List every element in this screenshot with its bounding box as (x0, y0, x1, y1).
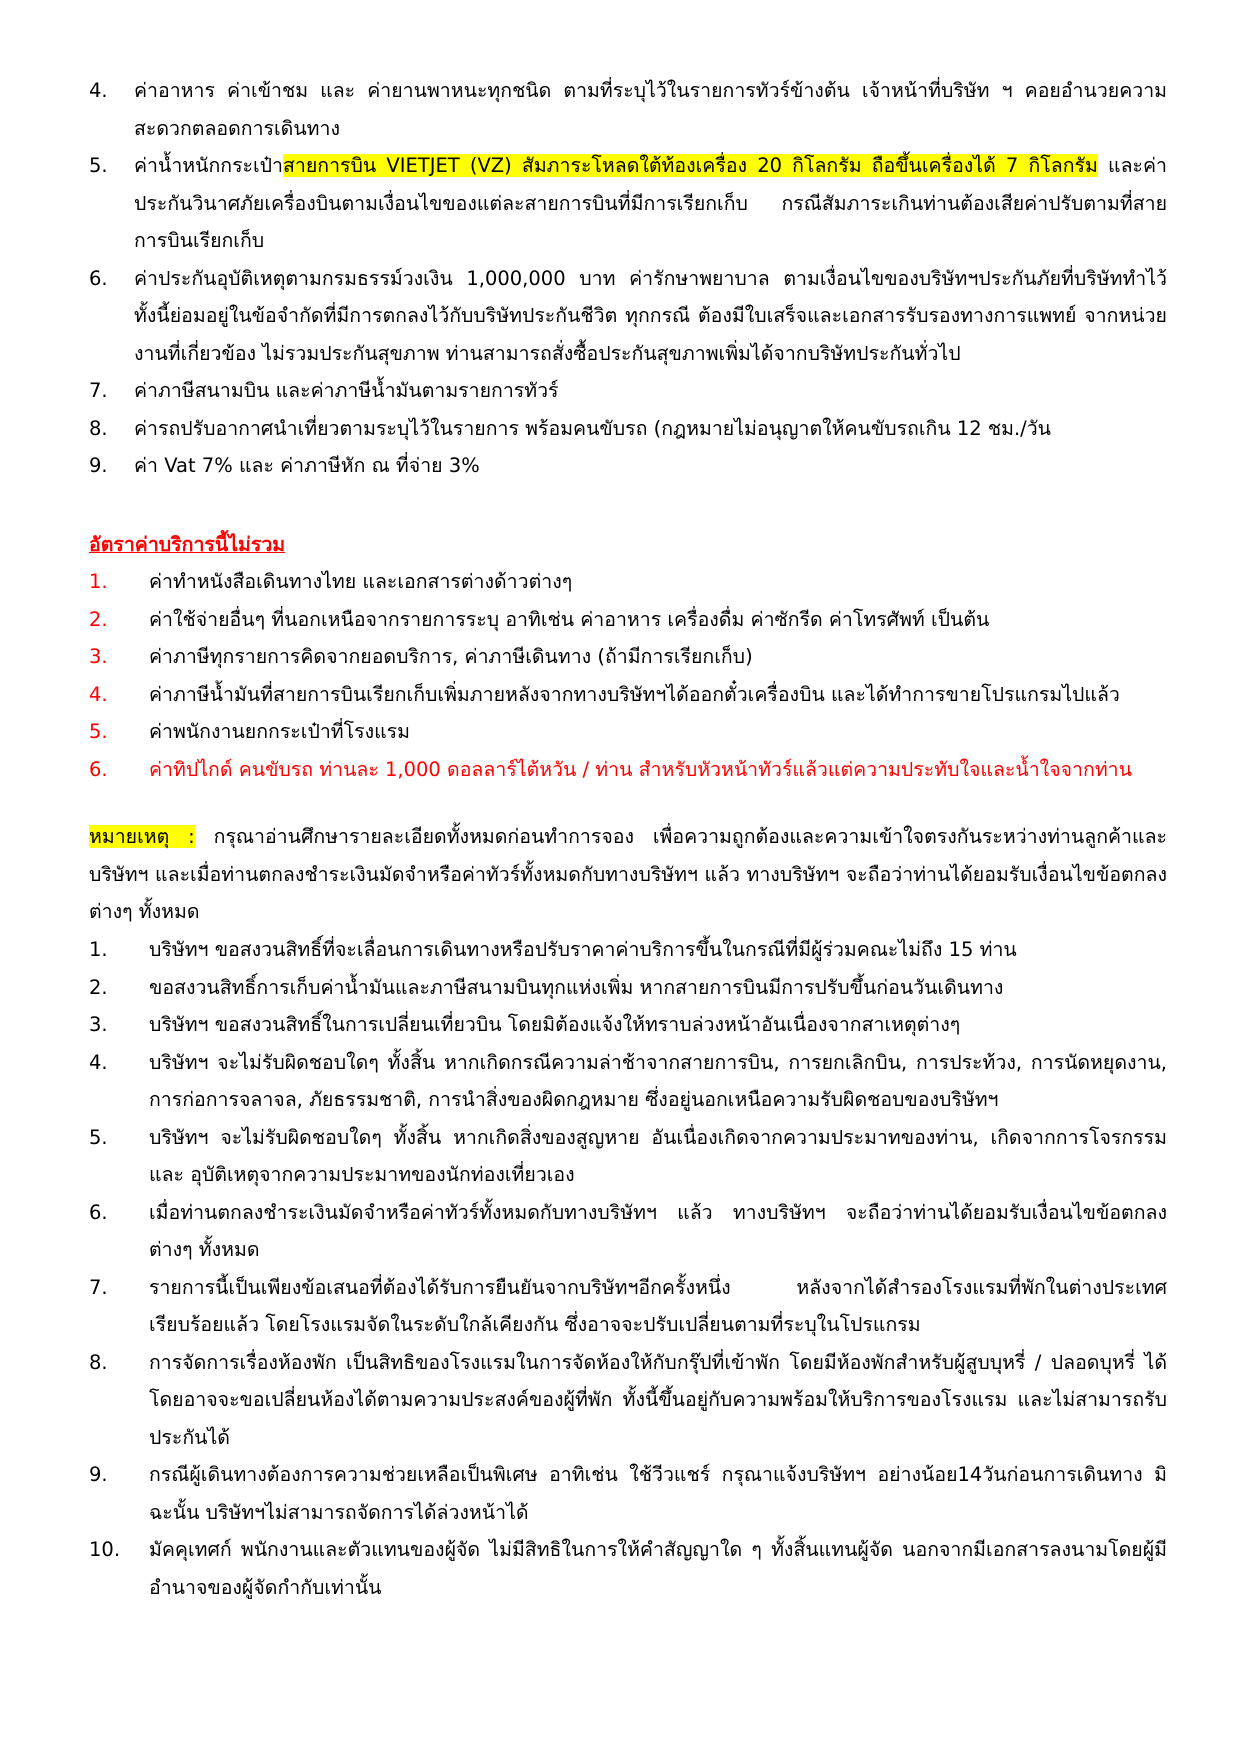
item-number: 3. (89, 645, 108, 668)
item-number: 2. (89, 607, 108, 631)
item-text: กรณีผู้เดินทางต้องการความช่วยเหลือเป็นพิเศษ อาทิเช่น ใช้วีวแชร์ กรุณาแจ้งบริษัทฯ อย่างน้อย14วันก่อนการเดินทาง มิฉะนั้น บริษัทฯไม่สามารถจัดการได้ล่วงหน้าได้ (149, 1463, 1167, 1524)
item-text: ค่าใช้จ่ายอื่นๆ ที่นอกเหนือจากรายการระบุ อาทิเช่น ค่าอาหาร เครื่องดื่ม ค่าซักรีด ค่าโทรศัพท์ เป็นต้น (149, 607, 990, 631)
list-item (89, 931, 1167, 969)
item-number: 9. (89, 1463, 108, 1486)
list-item (89, 563, 1167, 601)
list-item (89, 1269, 1167, 1344)
list-item (89, 1456, 1167, 1531)
item-text: มัคคุเทศก์ พนักงานและตัวแทนของผู้จัด ไม่มีสิทธิในการให้คำสัญญาใด ๆ ทั้งสิ้นแทนผู้จัด นอกจากมีเอกสารลงนามโดยผู้มีอำนาจของผู้จัดกำกับเท่านั้น (149, 1538, 1167, 1599)
item-text-tail: และค่าประกันวินาศภัยเครื่องบินตามเงื่อนไขของแต่ละสายการบินที่มีการเรียกเก็บ กรณีสัมภาระเกินท่านต้องเสียค่าปรับตามที่สายการบินเรียกเก็บ (134, 154, 1168, 252)
item-text: ค่าภาษีทุกรายการคิดจากยอดบริการ, ค่าภาษีเดินทาง (ถ้ามีการเรียกเก็บ) (149, 645, 753, 668)
list-item (89, 751, 1167, 789)
item-text: รายการนี้เป็นเพียงข้อเสนอที่ต้องได้รับการยืนยันจากบริษัทฯอีกครั้งหนึ่ง หลังจากได้สำรองโรงแรมที่พักในต่างประเทศเรียบร้อยแล้ว โดยโรงแรมจัดในระดับใกล้เคียงกัน ซึ่งอาจจะปรับเปลี่ยนตามที่ระบุในโปรแกรม (149, 1275, 1167, 1336)
item-number: 2. (89, 975, 108, 999)
item-number: 10. (89, 1538, 121, 1561)
item-number: 8. (89, 1350, 108, 1374)
list-item (89, 1119, 1167, 1194)
tip-note-text: ค่าทิปไกด์ คนขับรถ ท่านละ 1,000 ดอลลาร์ไต้หวัน / ท่าน สำหรับหัวหน้าทัวร์แล้วแต่ความประทับใจและน้ำใจจากท่าน (149, 757, 1132, 781)
item-number: 7. (89, 379, 108, 402)
item-text: ค่ารถปรับอากาศนำเที่ยวตามระบุไว้ในรายการ พร้อมคนขับรถ (กฎหมายไม่อนุญาตให้คนขับรถเกิน 12 ชม./วัน (134, 416, 1052, 440)
item-number: 1. (89, 570, 108, 593)
item-text: เมื่อท่านตกลงชำระเงินมัดจำหรือค่าทัวร์ทั้งหมดกับทางบริษัทฯ แล้ว ทางบริษัทฯ จะถือว่าท่านได้ยอมรับเงื่อนไขข้อตกลงต่างๆ ทั้งหมด (149, 1200, 1167, 1261)
item-text (134, 147, 1167, 260)
excluded-section-heading: อัตราค่าบริการนี้ไม่รวม (89, 533, 286, 556)
item-number: 4. (89, 682, 108, 706)
item-text: บริษัทฯ จะไม่รับผิดชอบใดๆ ทั้งสิ้น หากเกิดสิ่งของสูญหาย อันเนื่องเกิดจากความประมาทของท่าน, เกิดจากการโจรกรรม และ อุบัติเหตุจากความประมาทของนักท่องเที่ยวเอง (149, 1125, 1167, 1186)
list-item (89, 969, 1167, 1007)
list-item (89, 447, 1167, 485)
list-item (89, 638, 1167, 676)
item-text: ค่าภาษีน้ำมันที่สายการบินเรียกเก็บเพิ่มภายหลังจากทางบริษัทฯได้ออกตั๋วเครื่องบิน และได้ทำการขายโปรแกรมไปแล้ว (149, 682, 1120, 706)
item-number: 4. (89, 79, 108, 102)
item-text: ค่าอาหาร ค่าเข้าชม และ ค่ายานพาหนะทุกชนิด ตามที่ระบุไว้ในรายการทัวร์ข้างต้น เจ้าหน้าที่บริษัท ฯ คอยอำนวยความสะดวกตลอดการเดินทาง (134, 79, 1167, 140)
remarks-list (89, 931, 1167, 1606)
list-item (89, 1344, 1167, 1457)
included-services-list (89, 72, 1167, 485)
list-item (89, 1194, 1167, 1269)
remarks-label: หมายเหตุ : (89, 825, 195, 848)
list-item (89, 601, 1167, 639)
list-item (89, 410, 1167, 448)
highlighted-baggage-text: สายการบิน VIETJET (VZ) สัมภาระโหลดใต้ท้องเครื่อง 20 กิโลกรัม ถือขึ้นเครื่องได้ 7 กิโลกรัม (283, 154, 1098, 177)
list-item (89, 713, 1167, 751)
item-text: การจัดการเรื่องห้องพัก เป็นสิทธิของโรงแรมในการจัดห้องให้กับกรุ๊ปที่เข้าพัก โดยมีห้องพักสำหรับผู้สูบบุหรี่ / ปลอดบุหรี่ ได้ โดยอาจจะขอเปลี่ยนห้องได้ตามความประสงค์ของผู้ที่พัก ทั้งนี้ขึ้นอยู่กับความพร้อมให้บริการของโรงแรม และไม่สามารถรับประกันได้ (149, 1350, 1167, 1449)
item-number: 9. (89, 454, 108, 477)
remarks-intro (89, 818, 1167, 931)
excluded-services-list (89, 563, 1167, 788)
item-number: 6. (89, 266, 108, 290)
item-text: ค่าพนักงานยกกระเป๋าที่โรงแรม (149, 720, 410, 743)
item-number: 3. (89, 1013, 108, 1036)
item-number: 5. (89, 1125, 108, 1149)
item-number: 6. (89, 757, 108, 781)
list-item (89, 1006, 1167, 1044)
list-item (89, 260, 1167, 373)
item-number: 8. (89, 416, 108, 440)
list-item (89, 676, 1167, 714)
item-text: ค่าทำหนังสือเดินทางไทย และเอกสารต่างด้าวต่างๆ (149, 570, 573, 593)
item-number: 5. (89, 154, 108, 177)
list-item (89, 372, 1167, 410)
item-text: ค่า Vat 7% และ ค่าภาษีหัก ณ ที่จ่าย 3% (134, 454, 480, 477)
item-number: 7. (89, 1275, 108, 1299)
item-number: 6. (89, 1200, 108, 1224)
item-text: บริษัทฯ ขอสงวนสิทธิ์ในการเปลี่ยนเที่ยวบิน โดยมิต้องแจ้งให้ทราบล่วงหน้าอันเนื่องจากสาเหตุต่างๆ (149, 1013, 961, 1036)
item-number: 5. (89, 720, 108, 743)
item-text: บริษัทฯ จะไม่รับผิดชอบใดๆ ทั้งสิ้น หากเกิดกรณีความล่าช้าจากสายการบิน, การยกเลิกบิน, การประท้วง, การนัดหยุดงาน, การก่อการจลาจล, ภัยธรรมชาติ, การนำสิ่งของผิดกฎหมาย ซึ่งอยู่นอกเหนือความรับผิดชอบของบริษัทฯ (149, 1050, 1167, 1111)
item-number: 1. (89, 938, 108, 961)
item-text: บริษัทฯ ขอสงวนสิทธิ์ที่จะเลื่อนการเดินทางหรือปรับราคาค่าบริการขึ้นในกรณีที่มีผู้ร่วมคณะไม่ถึง 15 ท่าน (149, 938, 1017, 961)
remarks-intro-text: กรุณาอ่านศึกษารายละเอียดทั้งหมดก่อนทำการจอง เพื่อความถูกต้องและความเข้าใจตรงกันระหว่างท่านลูกค้าและบริษัทฯ และเมื่อท่านตกลงชำระเงินมัดจำหรือค่าทัวร์ทั้งหมดกับทางบริษัทฯ แล้ว ทางบริษัทฯ จะถือว่าท่านได้ยอมรับเงื่อนไขข้อตกลงต่างๆ ทั้งหมด (89, 825, 1167, 923)
list-item (89, 147, 1167, 260)
item-text: ค่าประกันอุบัติเหตุตามกรมธรรม์วงเงิน 1,000,000 บาท ค่ารักษาพยาบาล ตามเงื่อนไขของบริษัทฯประกันภัยที่บริษัททำไว้ ทั้งนี้ย่อมอยู่ในข้อจำกัดที่มีการตกลงไว้กับบริษัทประกันชีวิต ทุกกรณี ต้องมีใบเสร็จและเอกสารรับรองทางการแพทย์ จากหน่วยงานที่เกี่ยวข้อง ไม่รวมประกันสุขภาพ ท่านสามารถสั่งซื้อประกันสุขภาพเพิ่มได้จากบริษัทประกันทั่วไป (134, 266, 1167, 365)
list-item (89, 1044, 1167, 1119)
list-item (89, 1531, 1167, 1606)
item-text: ค่าภาษีสนามบิน และค่าภาษีน้ำมันตามรายการทัวร์ (134, 379, 559, 402)
item-text: ขอสงวนสิทธิ์การเก็บค่าน้ำมันและภาษีสนามบินทุกแห่งเพิ่ม หากสายการบินมีการปรับขึ้นก่อนวันเดินทาง (149, 975, 1004, 999)
list-item (89, 72, 1167, 147)
item-text-lead: ค่าน้ำหนักกระเป๋า (134, 154, 284, 177)
item-number: 4. (89, 1050, 108, 1074)
